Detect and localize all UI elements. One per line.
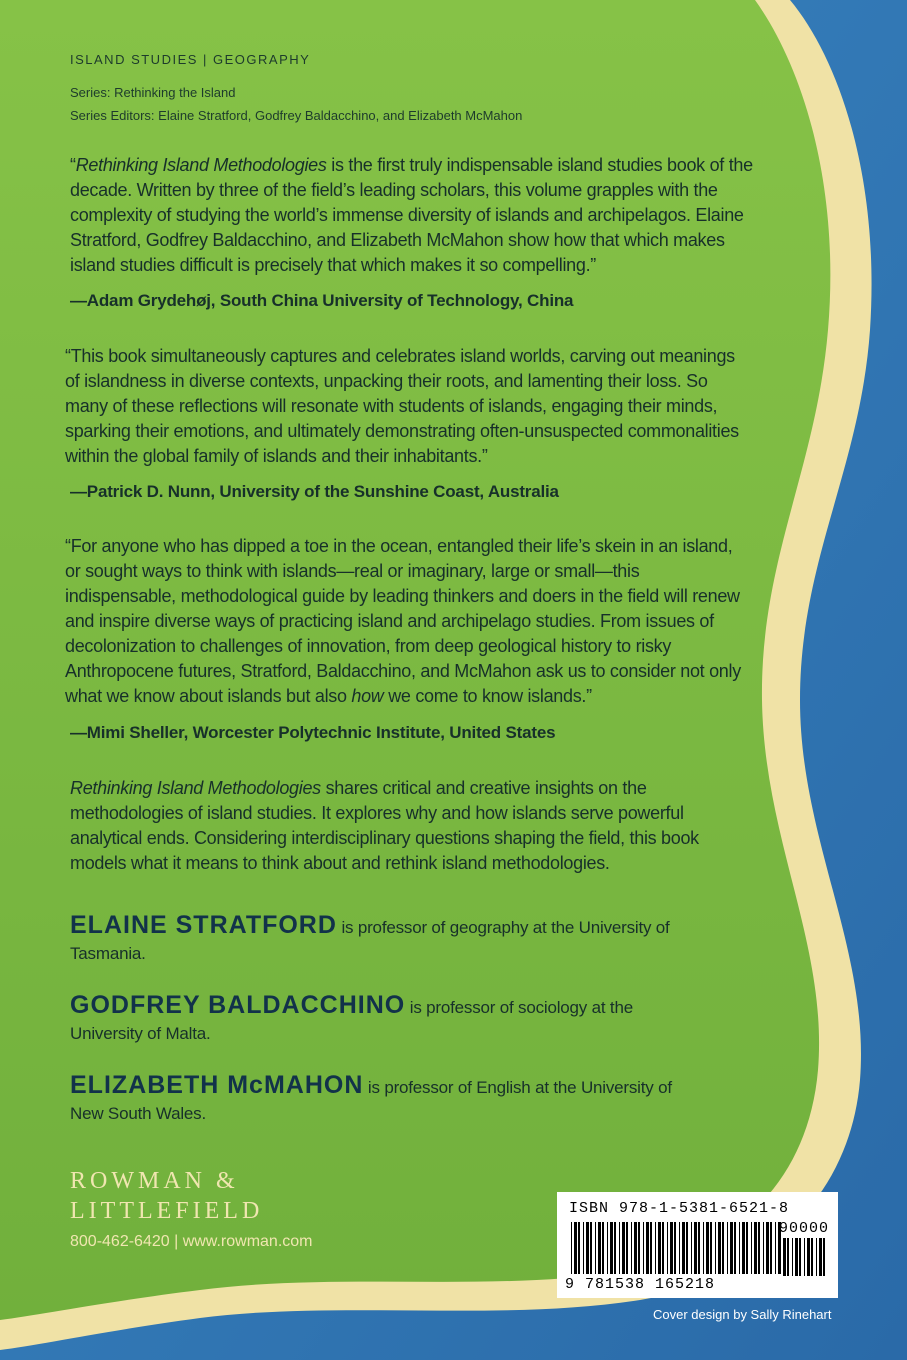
author-name-1: ELAINE STRATFORD (70, 911, 337, 939)
barcode-bar (795, 1238, 798, 1276)
quote-2: “This book simultaneously captures and celebrates island worlds, carving out meanings of islandness in diverse contexts, unpacking their roots, and lamenting their loss. So many of these reflections will resonate with students of islands, engaging their minds, sparking their emotions, and ultimately demonstrating often-unsuspected commonalities within the global family of islands and their inhabitants.” (65, 346, 739, 466)
author-bio-text-3: is professor of English at the University of New South Wales. (70, 1078, 672, 1123)
barcode-bar (703, 1222, 704, 1274)
barcode-bar (607, 1222, 608, 1274)
quote-3 (65, 534, 745, 709)
barcode-bar (734, 1222, 736, 1274)
cover-design-credit: Cover design by Sally Rinehart (653, 1307, 832, 1322)
barcode-bar (658, 1222, 661, 1274)
barcode-bar (619, 1222, 620, 1274)
barcode-bar (751, 1222, 752, 1274)
barcode-bar (595, 1222, 596, 1274)
barcode-bar (578, 1222, 580, 1274)
barcode-bar (722, 1222, 724, 1274)
barcode-bar (799, 1238, 801, 1276)
barcode-bar (804, 1238, 805, 1276)
barcode-bar (602, 1222, 604, 1274)
author-bio-text-2: is professor of sociology at the University of Malta. (70, 998, 633, 1043)
barcode-bar (763, 1222, 764, 1274)
barcode-bar (670, 1222, 673, 1274)
barcode-bar (622, 1222, 625, 1274)
barcode-bar (598, 1222, 601, 1274)
barcode-bar (819, 1238, 822, 1276)
barcode-bar (586, 1222, 589, 1274)
author-name-2: GODFREY BALDACCHINO (70, 991, 406, 1019)
publisher-line-2: LITTLEFIELD (70, 1198, 264, 1224)
barcode-bar (650, 1222, 652, 1274)
barcode-bar (626, 1222, 628, 1274)
barcode-bar (634, 1222, 637, 1274)
description-text: shares critical and creative insights on the methodologies of island studies. It explores why and how islands serve powerful analytical ends. Considering interdisciplinary questions shaping the field, this book models what it means to think about and rethink island methodologies. (70, 778, 699, 873)
price-barcode-bars (783, 1238, 829, 1278)
barcode-bar (574, 1222, 577, 1274)
publisher-line-1: ROWMAN & (70, 1168, 239, 1194)
author-bio-3 (70, 1072, 690, 1127)
barcode-bar (792, 1238, 793, 1276)
barcode-bar (787, 1238, 789, 1276)
barcode-bar (646, 1222, 649, 1274)
quote-3-emphasis: how (351, 686, 384, 706)
quote-3-text-before: “For anyone who has dipped a toe in the ocean, entangled their life’s skein in an island, or sought ways to think with islands—real or imaginary, large or small—this indispensable, methodological guide by leading thinkers and doers in the field will renew and inspire diverse ways of practicing island and archipelago studies. From issues of decolonization to challenges of innovation, from deep geological history to risky Anthropocene futures, Stratford, Baldacchino, and McMahon ask us to consider not only what we know about islands but also (65, 536, 741, 706)
barcode-bar (662, 1222, 664, 1274)
quote-3-text-after: we come to know islands.” (383, 686, 592, 706)
series-name: Series: Rethinking the Island (70, 85, 236, 100)
barcode-bar (698, 1222, 700, 1274)
barcode-bar (631, 1222, 632, 1274)
author-bio-1 (70, 912, 690, 967)
ean-digits: 9 781538 165218 (565, 1276, 716, 1293)
isbn-barcode (557, 1192, 838, 1298)
barcode-bar (811, 1238, 813, 1276)
quote-1-text: is the first truly indispensable island studies book of the decade. Written by three of the field’s leading scholars, this volume grapples with the complexity of studying the world’s immense diversity of islands and archipelagos. Elaine Stratford, Godfrey Baldacchino, and Elizabeth McMahon show how that which makes island studies difficult is precisely that which makes it so compelling.” (70, 155, 753, 275)
barcode-bar (754, 1222, 757, 1274)
barcode-bar (746, 1222, 748, 1274)
barcode-bar (742, 1222, 745, 1274)
barcode-bar (655, 1222, 656, 1274)
barcode-bar (682, 1222, 685, 1274)
barcode-bar (667, 1222, 668, 1274)
barcode-bar (816, 1238, 817, 1276)
quote-3-attribution: —Mimi Sheller, Worcester Polytechnic Institute, United States (70, 723, 556, 742)
category-label: ISLAND STUDIES | GEOGRAPHY (70, 52, 311, 67)
barcode-bar (775, 1222, 776, 1274)
ean-barcode-bars (571, 1222, 781, 1278)
barcode-bar (730, 1222, 733, 1274)
barcode-bar (583, 1222, 584, 1274)
barcode-bar (590, 1222, 592, 1274)
barcode-bar (739, 1222, 740, 1274)
author-bio-2 (70, 992, 710, 1047)
barcode-bar (610, 1222, 613, 1274)
quote-1: “Rethinking Island Methodologies is the first truly indispensable island studies book of the decade. Written by three of the field’s leading scholars, this volume grapples with the complexity of studying the world’s immense diversity of islands and archipelagos. Elaine Stratford, Godfrey Baldacchino, and Elizabeth McMahon show how that which makes island studies difficult is precisely that which makes it so compelling.” (70, 155, 753, 275)
barcode-bar (679, 1222, 680, 1274)
barcode-bar (643, 1222, 644, 1274)
barcode-bar (807, 1238, 810, 1276)
barcode-bar (710, 1222, 712, 1274)
book-description (70, 776, 750, 876)
barcode-bar (614, 1222, 616, 1274)
barcode-bar (715, 1222, 716, 1274)
barcode-bar (718, 1222, 721, 1274)
series-editors: Series Editors: Elaine Stratford, Godfrey Baldacchino, and Elizabeth McMahon (70, 108, 523, 123)
barcode-bar (770, 1222, 772, 1274)
author-bio-text-1: is professor of geography at the University of Tasmania. (70, 918, 670, 963)
price-code: 90000 (779, 1220, 830, 1237)
barcode-bar (571, 1222, 572, 1274)
author-name-3: ELIZABETH McMAHON (70, 1071, 364, 1099)
barcode-bar (783, 1238, 786, 1276)
barcode-bar (823, 1238, 825, 1276)
barcode-bar (638, 1222, 640, 1274)
quote-1-book-title: Rethinking Island Methodologies (75, 155, 327, 175)
barcode-bar (727, 1222, 728, 1274)
publisher-contact: 800-462-6420 | www.rowman.com (70, 1233, 313, 1250)
barcode-bar (706, 1222, 709, 1274)
barcode-bar (691, 1222, 692, 1274)
isbn-number: ISBN 978-1-5381-6521-8 (569, 1200, 790, 1217)
barcode-bar (766, 1222, 769, 1274)
quote-2-attribution: —Patrick D. Nunn, University of the Sunshine Coast, Australia (70, 482, 559, 501)
barcode-bar (694, 1222, 697, 1274)
publisher-logo (70, 1166, 263, 1226)
barcode-bar (674, 1222, 676, 1274)
barcode-bar (686, 1222, 688, 1274)
barcode-bar (758, 1222, 760, 1274)
description-book-title: Rethinking Island Methodologies (70, 778, 321, 798)
quote-1-attribution: —Adam Grydehøj, South China University of Technology, China (70, 291, 574, 310)
